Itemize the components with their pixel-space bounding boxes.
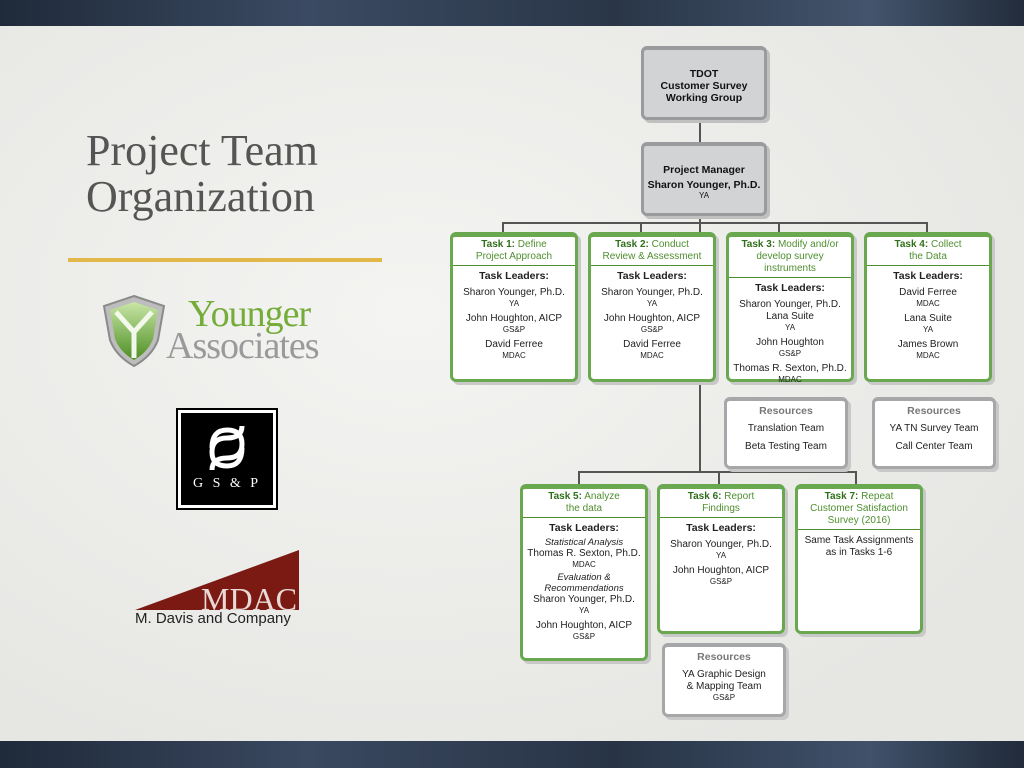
task-5-role: Statistical Analysis: [544, 537, 624, 548]
pm-name: Sharon Younger, Ph.D.: [647, 179, 761, 191]
task-4-resources-box: [872, 397, 996, 469]
task-4-desc-2: the Data: [909, 251, 947, 262]
gsp-logo: [176, 408, 278, 510]
task-2-org: YA: [646, 299, 658, 308]
task-leaders-label: Task Leaders:: [755, 282, 825, 294]
title-line-2: Organization: [86, 172, 315, 221]
task-7-box: [795, 484, 923, 634]
tdot-label-2: Customer Survey: [660, 80, 748, 92]
task-2-desc: Conduct: [651, 239, 689, 250]
connector-line: [578, 471, 580, 484]
task-2-person: John Houghton, AICP: [603, 313, 701, 324]
task-3-person: Lana Suite: [766, 311, 814, 322]
pm-title: Project Manager: [663, 164, 745, 176]
task-3-org: GS&P: [778, 349, 802, 358]
task-4-org: MDAC: [916, 351, 940, 360]
task-5-org: MDAC: [572, 560, 596, 569]
younger-associates-logo: [100, 294, 360, 370]
task-1-person: John Houghton, AICP: [465, 313, 563, 324]
task-4-header: [867, 237, 989, 266]
younger-shield-icon: [102, 294, 166, 368]
task-2-person: David Ferree: [623, 339, 681, 350]
task-4-person: James Brown: [897, 339, 959, 350]
task-3-person: John Houghton: [756, 337, 824, 348]
task-5-desc: Analyze: [584, 491, 620, 502]
title-underline: [68, 258, 382, 262]
mdac-wordmark: MDAC: [201, 581, 298, 617]
task-6-desc: Report: [724, 491, 755, 502]
task-4-number: Task 4:: [894, 239, 929, 250]
task-2-org: GS&P: [640, 325, 664, 334]
task-leaders-label: Task Leaders:: [479, 270, 549, 282]
tdot-label: TDOT: [689, 68, 719, 80]
top-band: [0, 0, 1024, 26]
resource-item-2: & Mapping Team: [686, 681, 762, 692]
task-3-box: [726, 232, 854, 382]
resource-item: YA TN Survey Team: [889, 423, 979, 434]
task-leaders-label: Task Leaders:: [686, 522, 756, 534]
task-7-number: Task 7:: [824, 491, 859, 502]
title-line-1: Project Team: [86, 126, 318, 175]
task-4-desc: Collect: [930, 239, 962, 250]
task-1-number: Task 1:: [481, 239, 516, 250]
task-6-org: YA: [715, 551, 727, 560]
task-4-org: YA: [922, 325, 934, 334]
gsp-knot-icon: [178, 418, 276, 478]
task-leaders-label: Task Leaders:: [617, 270, 687, 282]
younger-wordmark: Younger: [188, 293, 311, 335]
task-leaders-label: Task Leaders:: [893, 270, 963, 282]
task-2-header: [591, 237, 713, 266]
task-1-org: YA: [508, 299, 520, 308]
bottom-band: [0, 741, 1024, 768]
task-5-person: Thomas R. Sexton, Ph.D.: [527, 548, 641, 559]
task-5-org: YA: [578, 606, 590, 615]
task-3-header: [729, 237, 851, 278]
task-2-box: [588, 232, 716, 382]
resource-item: YA Graphic Design: [682, 669, 766, 680]
task-1-desc: Define: [517, 239, 547, 250]
task-3-resources-box: [724, 397, 848, 469]
task-5-person: John Houghton, AICP: [535, 620, 633, 631]
tdot-label-3: Working Group: [665, 92, 743, 104]
pm-org: YA: [698, 191, 710, 200]
task-7-desc-3: Survey (2016): [827, 515, 891, 526]
task-3-person: Sharon Younger, Ph.D.: [739, 299, 841, 310]
task-3-desc-2: develop survey instruments: [756, 251, 824, 274]
task-2-desc-2: Review & Assessment: [602, 251, 702, 262]
gsp-wordmark: G S & P: [192, 476, 262, 491]
task-6-person: John Houghton, AICP: [672, 565, 770, 576]
task-3-org: YA: [784, 323, 796, 332]
task-3-number: Task 3:: [741, 239, 776, 250]
task-3-desc: Modify and/or: [777, 239, 839, 250]
resource-item: Translation Team: [747, 423, 825, 434]
task-6-header: [660, 489, 782, 518]
task-1-org: GS&P: [502, 325, 526, 334]
task-6-resources-box: [662, 643, 786, 717]
page-title: [86, 128, 406, 220]
task-4-org: MDAC: [916, 299, 940, 308]
connector-line: [855, 471, 857, 484]
task-leaders-label: Task Leaders:: [549, 522, 619, 534]
task-5-org: GS&P: [572, 632, 596, 641]
task-7-note: Same Task Assignments: [804, 535, 914, 546]
task-1-desc-2: Project Approach: [475, 251, 553, 262]
mdac-logo: [135, 548, 305, 634]
resource-item: Call Center Team: [895, 441, 973, 452]
connector-line: [578, 471, 856, 473]
task-3-person: Thomas R. Sexton, Ph.D.: [733, 363, 847, 374]
task-5-desc-2: the data: [565, 503, 603, 514]
task-5-role-2: Recommendations: [544, 583, 624, 594]
task-6-org: GS&P: [709, 577, 733, 586]
task-4-box: [864, 232, 992, 382]
task-4-person: David Ferree: [899, 287, 957, 298]
task-6-number: Task 6:: [687, 491, 722, 502]
connector-line: [502, 222, 928, 224]
task-1-header: [453, 237, 575, 266]
task-7-header: [798, 489, 920, 530]
task-5-header: [523, 489, 645, 518]
task-5-box: [520, 484, 648, 661]
resources-heading: Resources: [759, 405, 813, 417]
resource-item: Beta Testing Team: [745, 441, 827, 452]
tdot-working-group-box: [641, 46, 767, 120]
connector-line: [718, 471, 720, 484]
task-3-org: MDAC: [778, 375, 802, 384]
connector-line: [699, 118, 701, 144]
resource-org: GS&P: [712, 693, 736, 702]
project-manager-box: [641, 142, 767, 216]
task-7-desc-2: Customer Satisfaction: [810, 503, 908, 514]
task-1-person: David Ferree: [485, 339, 543, 350]
resources-heading: Resources: [697, 651, 751, 663]
task-7-desc: Repeat: [861, 491, 894, 502]
task-5-number: Task 5:: [548, 491, 582, 502]
task-5-person: Sharon Younger, Ph.D.: [533, 594, 635, 605]
mdac-company-name: M. Davis and Company: [135, 610, 291, 627]
task-6-person: Sharon Younger, Ph.D.: [670, 539, 772, 550]
task-2-number: Task 2:: [615, 239, 649, 250]
task-7-note-2: as in Tasks 1-6: [825, 547, 893, 558]
task-5-role: Evaluation &: [557, 572, 611, 583]
task-4-person: Lana Suite: [904, 313, 952, 324]
task-6-desc-2: Findings: [702, 503, 740, 514]
task-2-org: MDAC: [640, 351, 664, 360]
associates-wordmark: Associates: [166, 325, 319, 367]
task-1-box: [450, 232, 578, 382]
task-1-person: Sharon Younger, Ph.D.: [463, 287, 565, 298]
task-6-box: [657, 484, 785, 634]
task-1-org: MDAC: [502, 351, 526, 360]
resources-heading: Resources: [907, 405, 961, 417]
task-2-person: Sharon Younger, Ph.D.: [601, 287, 703, 298]
